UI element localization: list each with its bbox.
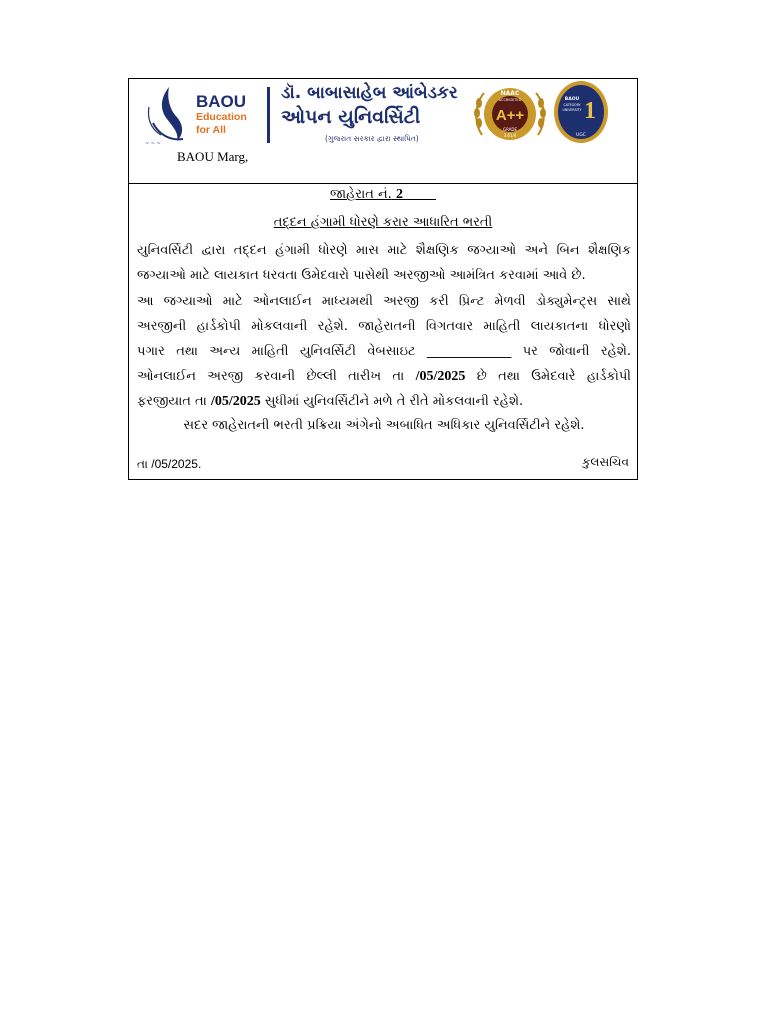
online-deadline-date: /05/2025 bbox=[415, 369, 466, 384]
university-name-line1: ડૉ. બાબાસાહેબ આંબેડકર bbox=[281, 83, 458, 103]
paragraph-line: જગ્યાઓ માટે લાયકાત ધરવતા ઉમેદવારો પાસેથી અરજીઓ આમંત્રિત કરવામાં આવે છે. bbox=[137, 268, 586, 283]
notice-date: તા /05/2025. bbox=[137, 457, 202, 471]
paragraph-line-hardcopy bbox=[137, 389, 631, 414]
paragraph-invitation bbox=[137, 238, 631, 288]
logo-brand: BAOU bbox=[196, 92, 247, 111]
advertisement-title: તદ્દન હંગામી ધોરણે કરાર આધારિત ભરતી bbox=[273, 215, 493, 230]
paragraph-application-process bbox=[137, 289, 631, 414]
university-name-line2: ઓપન યુનિવર્સિટી bbox=[281, 106, 421, 128]
svg-text:BAOU: BAOU bbox=[564, 97, 580, 102]
svg-text:A++: A++ bbox=[495, 107, 525, 124]
svg-text:ACCREDITED: ACCREDITED bbox=[498, 98, 522, 102]
deadline-text-tail: છે તથા ઉમેદવારે હાર્ડકોપી bbox=[465, 369, 631, 384]
advertisement-number-value: 2 bbox=[395, 187, 403, 202]
svg-text:NAAC: NAAC bbox=[500, 90, 520, 97]
advertisement-notice bbox=[128, 78, 638, 480]
paragraph-line: યુનિવર્સિટી દ્વારા તદ્દન હંગામી ધોરણે માસ માટે શૈક્ષણિક જગ્યાઓ અને બિન શૈક્ષણિક bbox=[137, 243, 631, 258]
ugc-category-badge-icon bbox=[553, 80, 609, 144]
hardcopy-text: ફરજીયાત તા bbox=[137, 394, 211, 409]
logo-tagline-1: Education bbox=[196, 111, 247, 123]
naac-badge-icon bbox=[472, 83, 548, 145]
letterhead bbox=[129, 79, 637, 184]
hardcopy-deadline-date: /05/2025 bbox=[210, 394, 261, 409]
paragraph-rights-reserved: સદર જાહેરાતની ભરતી પ્રક્રિયા અંગેનો અબાધિત અધિકાર યુનિવર્સિટીને રહેશે. bbox=[183, 418, 585, 433]
paragraph-line-deadline bbox=[137, 364, 631, 389]
paragraph-line: અરજીની હાર્ડકોપી મોકલવાની રહેશે. જાહેરાતની વિગતવાર માહિતી લાયકાતના ધોરણો bbox=[137, 319, 631, 334]
svg-text:CATEGORY: CATEGORY bbox=[563, 103, 581, 107]
signatory-registrar: કુલસચિવ bbox=[581, 455, 629, 469]
university-address: BAOU Marg, bbox=[177, 149, 249, 164]
logo-wordmark bbox=[196, 93, 247, 136]
svg-text:3.61/4: 3.61/4 bbox=[503, 133, 517, 138]
svg-text:1: 1 bbox=[584, 98, 596, 124]
advertisement-number bbox=[129, 187, 637, 203]
logo-tagline-2: for All bbox=[196, 124, 226, 136]
svg-text:UNIVERSITY: UNIVERSITY bbox=[562, 108, 582, 112]
deadline-text: ઓનલાઈન અરજી કરવાની છેલ્લી તારીખ તા bbox=[137, 369, 416, 384]
header-divider bbox=[267, 87, 270, 143]
svg-text:UGC: UGC bbox=[576, 133, 586, 138]
paragraph-line: આ જગ્યાઓ માટે ઓનલાઈન માધ્યમથી અરજી કરી પ્રિન્ટ મેળવી ડોક્યુમેન્ટ્સ સાથે bbox=[137, 294, 631, 309]
university-subtitle: (ગુજરાત સરકાર દ્વારા સ્થાપિત) bbox=[325, 134, 419, 143]
svg-text:~ ~ ~: ~ ~ ~ bbox=[145, 141, 161, 147]
advertisement-number-label: જાહેરાત નં. bbox=[330, 187, 392, 202]
svg-text:GRADE: GRADE bbox=[502, 127, 518, 132]
hardcopy-text-tail: સુધીમાં યુનિવર્સિટીને મળે તે રીતે મોકલવાની રહેશે. bbox=[260, 394, 524, 409]
baou-logo-icon bbox=[139, 83, 195, 147]
paragraph-line: પગાર તથા અન્ય માહિતી યુનિવર્સિટી વેબસાઇટ _____________ પર જોવાની રહેશે. bbox=[137, 344, 631, 359]
